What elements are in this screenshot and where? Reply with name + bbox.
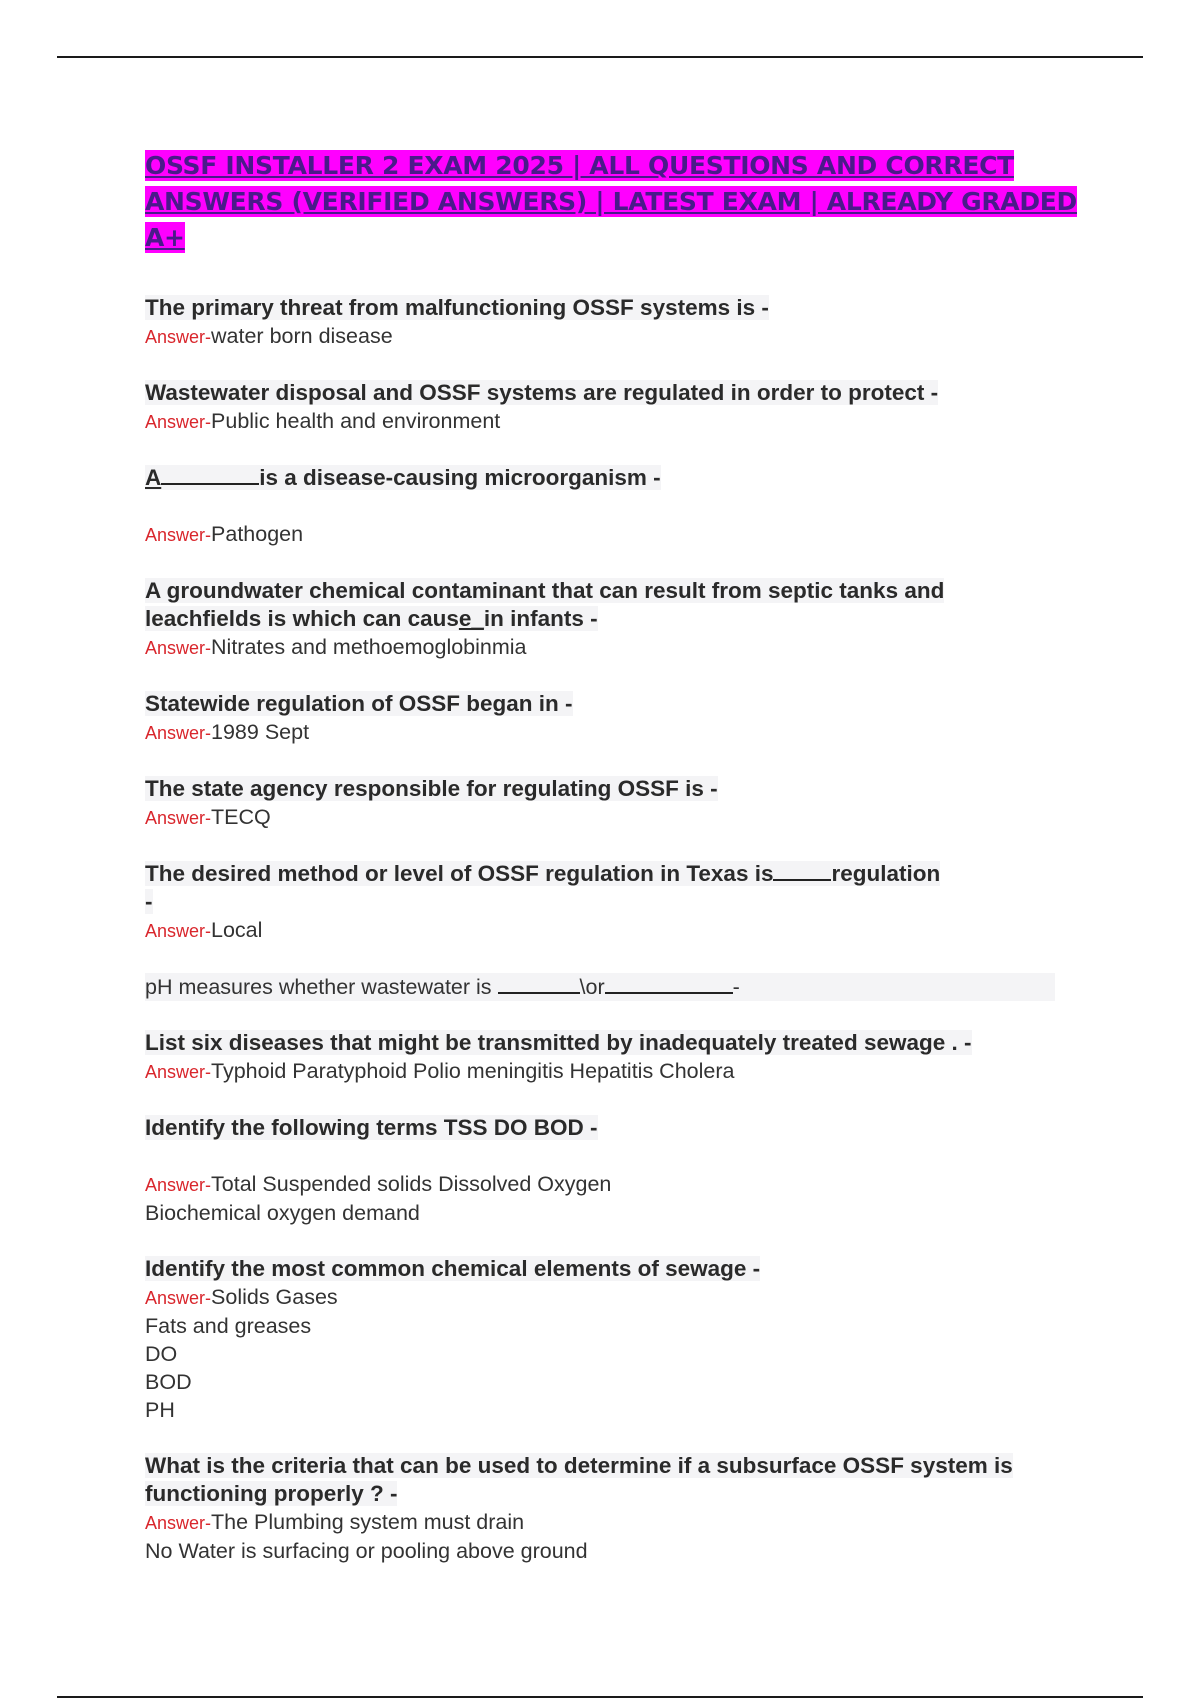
question: Statewide regulation of OSSF began in - [145,691,573,716]
qa-item [145,690,1085,747]
qa-item [145,379,1085,436]
answer-label: Answer- [145,638,212,658]
fill-in-blank [773,879,831,881]
answer: Answer-Total Suspended solids Dissolved Oxygen Biochemical oxygen demand [145,1172,612,1225]
question: List six diseases that might be transmitted by inadequately treated sewage . - [145,1030,972,1055]
qa-item [145,860,1085,945]
question: A groundwater chemical contaminant that can result from septic tanks and leachfields is which can cause_in infants - [145,578,945,631]
answer: Answer-The Plumbing system must drain No Water is surfacing or pooling above ground [145,1510,588,1563]
answer: Answer-1989 Sept [145,720,310,744]
question: The state agency responsible for regulating OSSF is - [145,776,718,801]
answer-label: Answer- [145,412,212,432]
answer-label: Answer- [145,921,212,941]
question: A is a disease-causing microorganism - [145,465,661,490]
qa-item [145,1452,1085,1565]
answer: Answer-Public health and environment [145,409,501,433]
document-title: OSSF INSTALLER 2 EXAM 2025 | ALL QUESTIONS AND CORRECT ANSWERS (VERIFIED ANSWERS) | LATEST EXAM | ALREADY GRADED A+ [145,151,1077,252]
qa-item [145,1255,1085,1424]
qa-item [145,464,1085,549]
qa-item [145,577,1085,662]
answer-label: Answer- [145,525,212,545]
answer-label: Answer- [145,723,212,743]
answer-label: Answer- [145,808,212,828]
top-rule [57,56,1143,58]
answer-label: Answer- [145,1288,212,1308]
qa-item [145,1114,1085,1227]
question: The desired method or level of OSSF regulation in Texas is regulation - [145,861,941,914]
qa-item [145,294,1085,351]
fill-in-blank [605,992,733,994]
answer-label: Answer- [145,1513,212,1533]
qa-item [145,775,1085,832]
question: Identify the most common chemical elements of sewage - [145,1256,761,1281]
document-body [145,148,1085,1593]
answer: Answer-Solids Gases Fats and greases DO BOD PH [145,1285,338,1422]
answer-label: Answer- [145,327,212,347]
fill-in-blank [161,483,259,485]
answer: Answer-Pathogen [145,522,304,546]
answer: Answer-TECQ [145,805,271,829]
question: Identify the following terms TSS DO BOD - [145,1115,598,1140]
qa-item [145,1029,1085,1086]
answer-label: Answer- [145,1062,212,1082]
bottom-rule [57,1696,1143,1698]
question: Wastewater disposal and OSSF systems are regulated in order to protect - [145,380,939,405]
answer: Answer-water born disease [145,324,393,348]
answer: Answer-Nitrates and methoemoglobinmia [145,635,527,659]
answer: Answer-Local [145,918,263,942]
answer-label: Answer- [145,1175,212,1195]
question: What is the criteria that can be used to determine if a subsurface OSSF system is functioning properly ? - [145,1453,1013,1506]
answer: Answer-Typhoid Paratyphoid Polio meningitis Hepatitis Cholera [145,1059,735,1083]
plain-question: pH measures whether wastewater is \or - [145,973,1085,1001]
fill-in-blank [498,992,580,994]
question: The primary threat from malfunctioning OSSF systems is - [145,295,769,320]
